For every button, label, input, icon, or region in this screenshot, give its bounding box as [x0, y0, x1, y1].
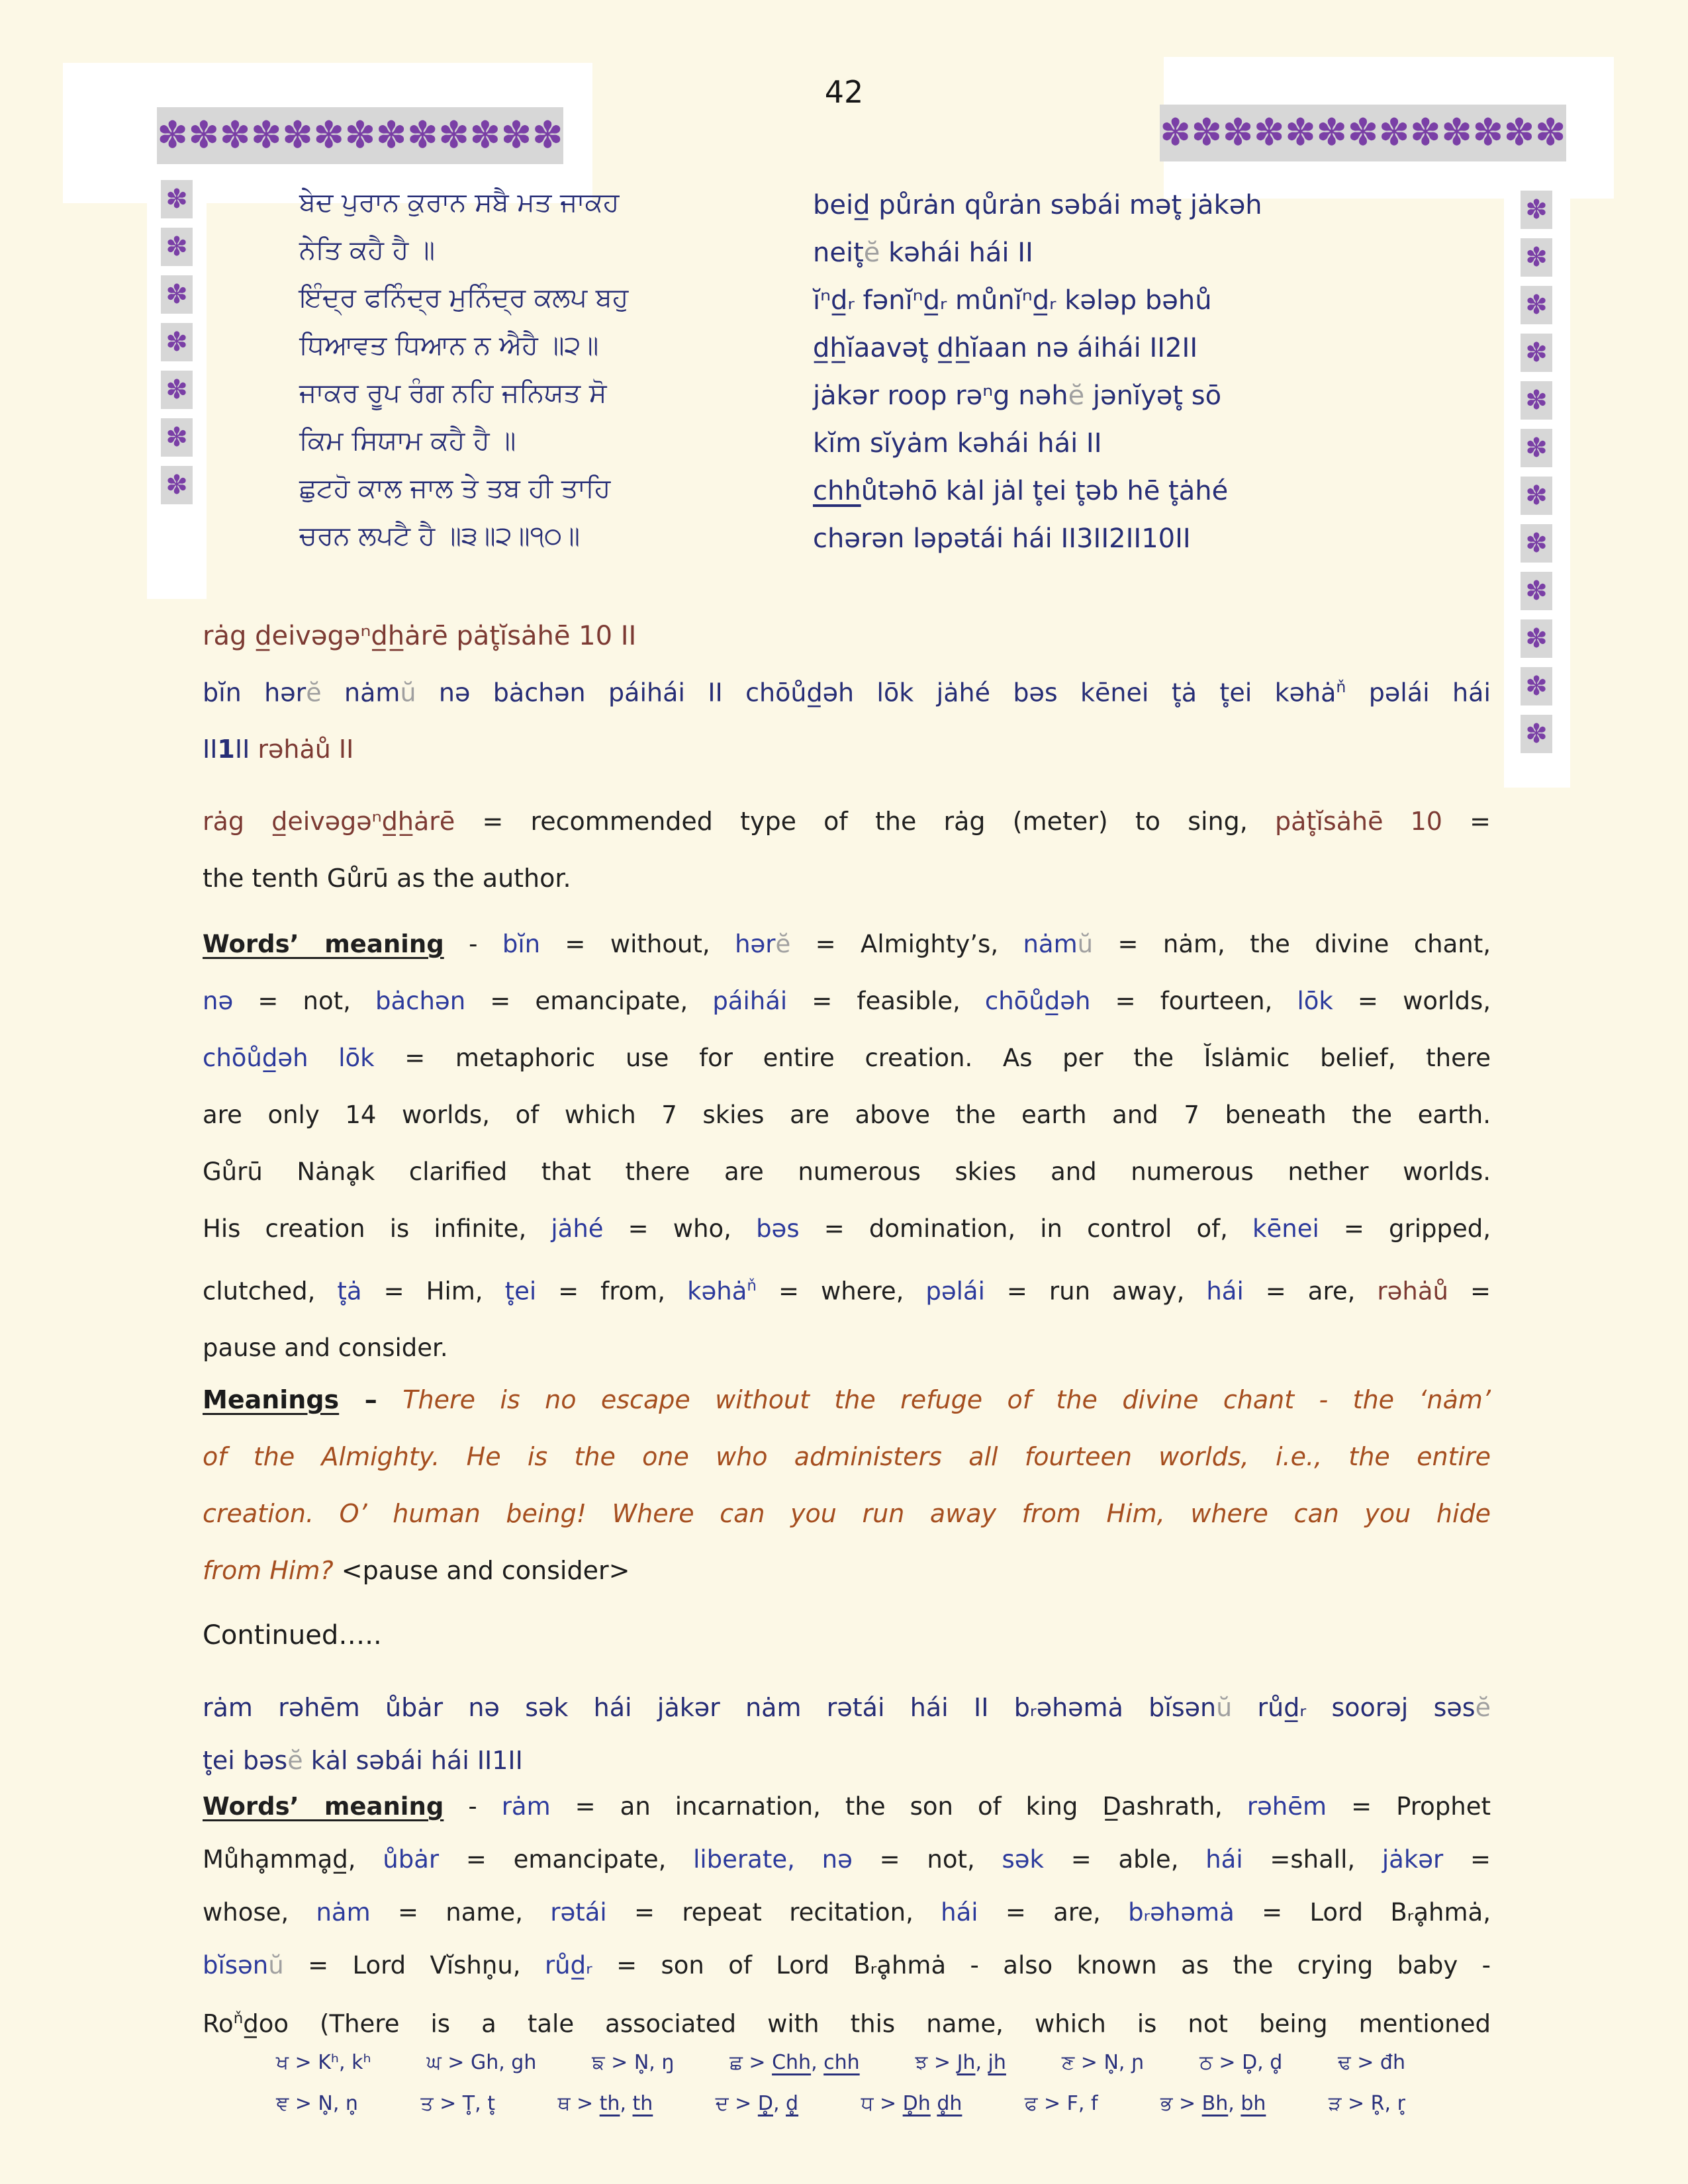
flower-icon: ✽: [1521, 191, 1552, 229]
flower-icon: ✽: [1378, 111, 1410, 154]
flower-icon: ✽: [1521, 619, 1552, 658]
text-line: ਫ > F, f: [1024, 2092, 1098, 2115]
flower-icon: ✽: [1409, 111, 1441, 154]
text-line: chərən ləpətái hái II3II2II10II: [813, 523, 1191, 554]
flower-icon: ✽: [282, 114, 313, 157]
flower-border-top-right: [1160, 105, 1566, 161]
text-line: rȧg d̲eivəgəⁿd̲h̲ȧrē = recommended type of the rȧg (meter) to sing, pȧt̥ĭsȧhē 10 =: [203, 807, 1491, 836]
text-line: ਚਰਨ ਲਪਟੈ ਹੈ ॥੩॥੨॥੧੦॥: [299, 521, 581, 551]
transliteration-verse: [813, 181, 1409, 563]
flower-border-left: [161, 180, 193, 504]
flower-icon: ✽: [375, 114, 407, 157]
flower-icon: ✽: [1534, 111, 1566, 154]
flower-icon: ✽: [161, 228, 193, 266]
flower-icon: ✽: [469, 114, 501, 157]
flower-icon: ✽: [532, 114, 563, 157]
text-line: ਖ > Kʰ, kʰ: [276, 2051, 371, 2074]
text-line: ਣ > N̥, ɲ: [1061, 2051, 1145, 2074]
rahau-verse-end: II1II rəhȧů II: [203, 735, 354, 764]
text-line: ਧਿਆਵਤ ਧਿਆਨ ਨ ਐਹੈ ॥੨॥: [299, 330, 599, 361]
flower-icon: ✽: [1521, 286, 1552, 324]
page-number: 42: [824, 74, 864, 110]
text-line: pause and consider.: [203, 1334, 448, 1363]
continued-label: Continued…..: [203, 1620, 382, 1651]
flower-border-right: [1521, 191, 1552, 753]
flower-icon: ✽: [161, 275, 193, 314]
text-line: bĭsənŭ = Lord Vĭshn̥u, růd̲ᵣ = son of Lord Bᵣḁhmȧ - also known as the crying baby -: [203, 1951, 1491, 1979]
flower-icon: ✽: [1222, 111, 1254, 154]
flower-icon: ✽: [1521, 334, 1552, 372]
text-line: ਘ > Gh, gh: [426, 2051, 537, 2074]
words-meaning-paragraph-2: [203, 1780, 1491, 2050]
flower-icon: ✽: [1521, 715, 1552, 753]
text-line: from Him? <pause and consider>: [203, 1556, 630, 1585]
transliteration-key-row-1: [276, 2042, 1405, 2083]
flower-icon: ✽: [1521, 524, 1552, 563]
flower-icon: ✽: [161, 180, 193, 218]
rahau-verse-line: bĭn hərĕ nȧmŭ nə bȧchən páihái II chōůd̲əh lōk jȧhé bəs kēnei t̥ȧ t̥ei kəhȧ$^ň$ pəlái hái: [203, 678, 1491, 707]
text-line: neit̥ĕ kəhái hái II: [813, 238, 1033, 268]
flower-icon: ✽: [1521, 572, 1552, 610]
flower-icon: ✽: [1285, 111, 1316, 154]
text-line: t̥ei bəsĕ kȧl səbái hái II1II: [203, 1746, 523, 1775]
flower-icon: ✽: [188, 114, 220, 157]
rag-heading: rȧg d̲eivəgəⁿd̲h̲ȧrē pȧt̥ĭsȧhē 10 II: [203, 621, 637, 651]
text-line: ਇੰਦ੍ਰ ਫਨਿੰਦ੍ਰ ਮੁਨਿੰਦ੍ਰ ਕਲਪ ਬਹੁ: [299, 283, 629, 313]
flower-icon: ✽: [161, 418, 193, 457]
flower-icon: ✽: [161, 371, 193, 409]
flower-icon: ✽: [1472, 111, 1504, 154]
text-line: Words’ meaning - rȧm = an incarnation, the son of king D̲ashrath, rəhēm = Prophet: [203, 1792, 1491, 1821]
text-line: ਙ > N̥, ŋ: [592, 2051, 675, 2074]
text-line: ੜ > R̥, r̥: [1328, 2092, 1405, 2115]
text-line: ਜਾਕਰ ਰੂਪ ਰੰਗ ਨਹਿ ਜਨਿਯਤ ਸੋ: [299, 378, 607, 408]
flower-icon: ✽: [406, 114, 438, 157]
transliteration-key-row-2: [276, 2083, 1405, 2124]
text-line: creation. O’ human being! Where can you run away from Him, where can you hide: [203, 1499, 1491, 1528]
text-line: ਛ > Chh, chh: [729, 2051, 860, 2074]
flower-icon: ✽: [1503, 111, 1535, 154]
gurmukhi-verse: [299, 179, 809, 560]
text-line: ਛੁਟਹੋ ਕਾਲ ਜਾਲ ਤੇ ਤਬ ਹੀ ਤਾਹਿ: [299, 473, 611, 504]
text-line: the tenth Gůrū as the author.: [203, 864, 571, 893]
flower-icon: ✽: [1191, 111, 1223, 154]
text-line: d̲h̲ĭaavət̥ d̲h̲ĭaan nə áihái II2II: [813, 333, 1198, 363]
text-line: ਥ > th, th: [557, 2092, 653, 2115]
text-line: Můhḁmmḁd̲, ůbȧr = emancipate, liberate, nə = not, sək = able, hái =shall, jȧkər =: [203, 1845, 1491, 1874]
words-meaning-paragraph-1: [203, 916, 1491, 1377]
text-line: chhůtəhō kȧl jȧl t̥ei t̥əb hē t̥ȧhé: [813, 476, 1229, 506]
text-line: clutched, t̥ȧ = Him, t̥ei = from, kəhȧ$^ň$ = where, pəlái = run away, hái = are, rəhȧů =: [203, 1277, 1491, 1306]
second-verse: [203, 1681, 1491, 1787]
text-line: ਕਿਮ ਸਿਯਾਮ ਕਹੈ ਹੈ ॥: [299, 426, 516, 456]
transliteration-key: [276, 2042, 1405, 2124]
text-line: ਢ > đh: [1338, 2051, 1405, 2074]
text-line: $Ro^ňd̲oo$ (There is a tale associated with this name, which is not being mentioned: [203, 2009, 1491, 2038]
text-line: ĭⁿd̲ᵣ fənĭⁿd̲ᵣ můnĭⁿd̲ᵣ kələp bəhů: [813, 285, 1212, 316]
text-line: ਨੇਤਿ ਕਹੈ ਹੈ ॥: [299, 235, 435, 265]
text-line: Gůrū Nȧnḁk clarified that there are numerous skies and numerous nether worlds.: [203, 1158, 1491, 1186]
flower-icon: ✽: [1521, 477, 1552, 515]
flower-icon: ✽: [1521, 429, 1552, 467]
text-line: ਧ > D̥h d̥h: [861, 2092, 962, 2115]
flower-icon: ✽: [219, 114, 251, 157]
text-line: are only 14 worlds, of which 7 skies are above the earth and 7 beneath the earth.: [203, 1101, 1491, 1129]
text-line: ਠ > D̥, d̥: [1199, 2051, 1283, 2074]
text-line: Words’ meaning - bĭn = without, hərĕ = Almighty’s, nȧmŭ = nȧm, the divine chant,: [203, 930, 1491, 958]
text-line: ਤ > T̥, t̥: [420, 2092, 495, 2115]
text-line: His creation is infinite, jȧhé = who, bəs = domination, in control of, kēnei = gripped,: [203, 1214, 1491, 1243]
flower-icon: ✽: [1160, 111, 1192, 154]
flower-icon: ✽: [157, 114, 189, 157]
text-line: ਞ > N̥, n̥: [276, 2092, 358, 2115]
text-line: beid̲ půrȧn qůrȧn səbái mət̥ jȧkəh: [813, 190, 1262, 220]
text-line: jȧkər roop rəⁿg nəhĕ jənĭyət̥ sō: [813, 381, 1222, 411]
flower-icon: ✽: [1521, 667, 1552, 705]
flower-icon: ✽: [500, 114, 532, 157]
flower-icon: ✽: [1441, 111, 1473, 154]
text-line: nə = not, bȧchən = emancipate, páihái = feasible, chōůd̲əh = fourteen, lōk = worlds,: [203, 987, 1491, 1015]
text-line: whose, nȧm = name, rətái = repeat recitation, hái = are, bᵣəhəmȧ = Lord Bᵣḁhmȧ,: [203, 1898, 1491, 1927]
flower-icon: ✽: [1347, 111, 1379, 154]
flower-icon: ✽: [1521, 381, 1552, 420]
flower-icon: ✽: [250, 114, 282, 157]
flower-icon: ✽: [1316, 111, 1348, 154]
text-line: ਭ > Bh, bh: [1160, 2092, 1266, 2115]
flower-icon: ✽: [313, 114, 345, 157]
text-line: kĭm sĭyȧm kəhái hái II: [813, 428, 1102, 459]
text-line: rȧm rəhēm ůbȧr nə sək hái jȧkər nȧm rətái hái II bᵣəhəmȧ bĭsənŭ růd̲ᵣ soorəj səsĕ: [203, 1693, 1491, 1722]
text-line: chōůd̲əh lōk = metaphoric use for entire creation. As per the Ĭslȧmic belief, there: [203, 1044, 1491, 1072]
text-line: ਝ > Jh, jh: [915, 2051, 1006, 2074]
text-line: of the Almighty. He is the one who administers all fourteen worlds, i.e., the entire: [203, 1442, 1491, 1471]
flower-icon: ✽: [438, 114, 470, 157]
text-line: Meanings – There is no escape without the refuge of the divine chant - the ‘nȧm’: [203, 1385, 1491, 1414]
flower-icon: ✽: [1253, 111, 1285, 154]
text-line: ਬੇਦ ਪੁਰਾਨ ਕੁਰਾਨ ਸਬੈ ਮਤ ਜਾਕਹ: [299, 187, 620, 218]
text-line: ਦ > D̥, d̥: [715, 2092, 799, 2115]
flower-border-top-left: [157, 107, 563, 164]
flower-icon: ✽: [1521, 238, 1552, 277]
flower-icon: ✽: [161, 323, 193, 361]
meanings-paragraph: [203, 1371, 1491, 1599]
flower-icon: ✽: [161, 466, 193, 504]
rag-explanation-paragraph: [203, 793, 1491, 907]
flower-icon: ✽: [344, 114, 376, 157]
